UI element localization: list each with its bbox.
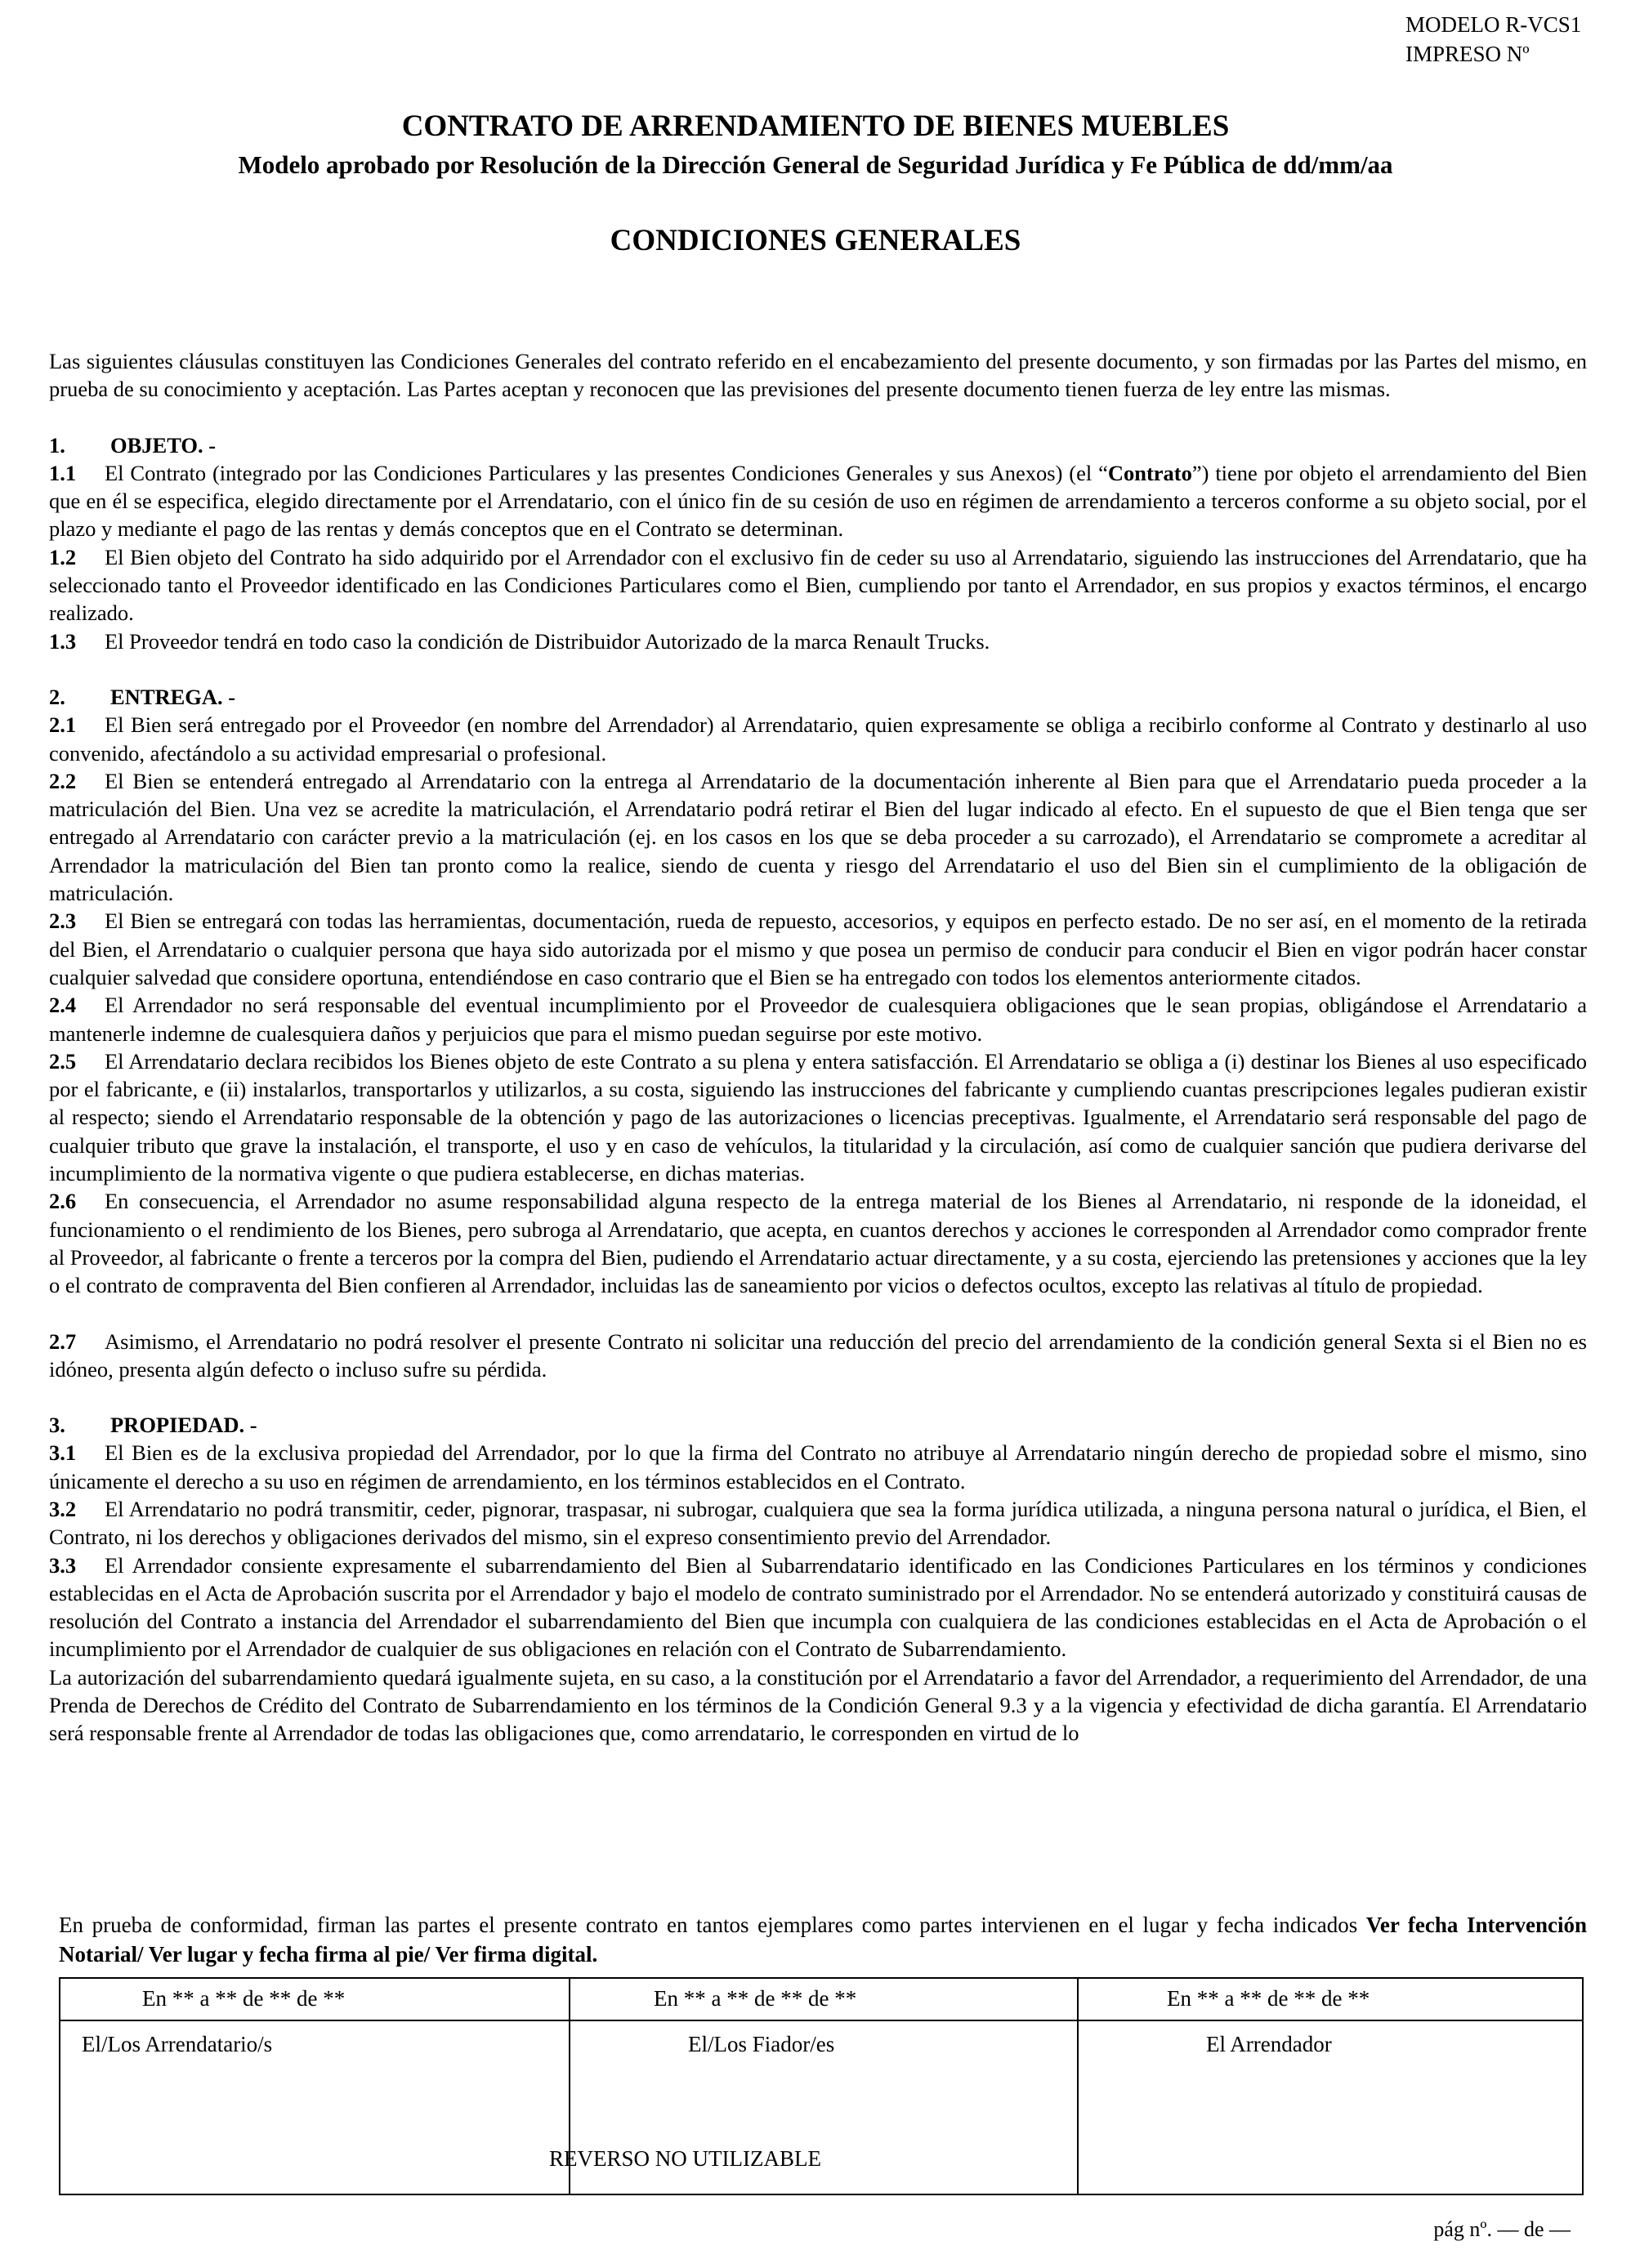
- clause-1-1: 1.1 El Contrato (integrado por las Condiciones Particulares y las presentes Condiciones Generales y sus Anexos) (el “Contrato”) tiene por objeto el arrendamiento del Bien que en él se especifica, elegido directamente por el Arrendatario, con el único fin de su cesión de uso en régimen de arrendamiento a terceros conforme a su objeto social, por el plazo y mediante el pago de las rentas y demás conceptos que en el Contrato se determinan.: [49, 460, 1588, 542]
- clause-2-6: 2.6 En consecuencia, el Arrendador no asume responsabilidad alguna respecto de la entrega material de los Bienes al Arrendatario, ni responde de la idoneidad, el funcionamiento o el rendimiento de los Bienes, pero subroga al Arrendatario, que acepta, en cuantos derechos y acciones le corresponden al Arrendador como comprador frente al Proveedor, al fabricante o frente a terceros por la compra del Bien, pudiendo el Arrendatario actuar directamente, y a su costa, ejerciendo las pretensiones y acciones que la ley o el contrato de compraventa del Bien confieren al Arrendador, incluidas las de saneamiento por vicios o defectos ocultos, excepto las relativas al título de propiedad.: [49, 1189, 1587, 1298]
- clause-2-2: 2.2 El Bien se entenderá entregado al Arrendatario con la entrega al Arrendatario de la documentación inherente al Bien para que el Arrendatario pueda proceder a la matriculación del Bien. Una vez se acredite la matriculación, el Arrendatario podrá retirar el Bien del lugar indicado al efecto. En el supuesto de que el Bien tenga que ser entregado al Arrendatario con carácter previo a la matriculación (ej. en los casos en los que se deba proceder a su carrozado), el Arrendatario se compromete a acreditar al Arrendador la matriculación del Bien tan pronto como la realice, siendo de cuenta y riesgo del Arrendatario el uso del Bien sin el cumplimiento de la obligación de matriculación.: [49, 768, 1587, 906]
- clause-2-4: 2.4 El Arrendador no será responsable del eventual incumplimiento por el Proveedor de cualesquiera obligaciones que le sean propias, obligándose el Arrendatario a mantenerle indemne de cualesquiera daños y perjuicios que para el mismo puedan seguirse por este motivo.: [49, 993, 1587, 1046]
- conformity-bold-note: Ver fecha Intervención Notarial/ Ver lugar y fecha firma al pie/ Ver firma digital.: [59, 1913, 1587, 1967]
- clause-number: 2.: [49, 684, 65, 709]
- section-title: CONDICIONES GENERALES: [610, 224, 1021, 257]
- signature-date-2: En ** a ** de ** de **: [654, 1986, 857, 2011]
- document-subtitle: Modelo aprobado por Resolución de la Dirección General de Seguridad Jurídica y Fe Pública de dd/mm/aa: [238, 150, 1393, 179]
- clause-number: 3.: [49, 1413, 65, 1438]
- document-title: CONTRATO DE ARRENDAMIENTO DE BIENES MUEBLES: [401, 109, 1230, 143]
- clause-1-3: 1.3 El Proveedor tendrá en todo caso la condición de Distribuidor Autorizado de la marca Renault Trucks.: [49, 628, 990, 654]
- clause-3-3: 3.3 El Arrendador consiente expresamente el subarrendamiento del Bien al Subarrendatario identificado en las Condiciones Particulares en los términos y condiciones establecidas en el Acta de Aprobación suscrita por el Arrendador y bajo el modelo de contrato suministrado por el Arrendador. No se entenderá autorizado y constituirá causas de resolución del Contrato a instancia del Arrendador el subarrendamiento del Bien que incumpla con cualquiera de las condiciones establecidas en el Acta de Aprobación o el incumplimiento por el Arrendador de cualquier de sus obligaciones en relación con el Contrato de Subarrendamiento.: [49, 1552, 1587, 1662]
- signature-date-3: En ** a ** de ** de **: [1167, 1986, 1370, 2011]
- page-number: pág nº. — de —: [1433, 2217, 1571, 2241]
- clause-title: OBJETO. -: [110, 432, 217, 458]
- clause-2-1: 2.1 El Bien será entregado por el Proveedor (en nombre del Arrendador) al Arrendatario, quien expresamente se obliga a recibirlo conforme al Contrato y destinarlo al uso convenido, afectándolo a su actividad empresarial o profesional.: [49, 712, 1587, 766]
- reverse-not-usable-note: REVERSO NO UTILIZABLE: [549, 2146, 821, 2171]
- signature-date-row: [60, 1979, 1582, 2021]
- clause-3-1: 3.1 El Bien es de la exclusiva propiedad del Arrendador, por lo que la firma del Contrato no atribuye al Arrendatario ningún derecho de propiedad sobre el mismo, sino únicamente el derecho a su uso en régimen de arrendamiento, en los términos establecidos en el Contrato.: [49, 1440, 1587, 1493]
- clause-heading-propiedad: [49, 1411, 1587, 1439]
- model-reference: [1405, 10, 1581, 69]
- clause-title: ENTREGA. -: [110, 684, 236, 709]
- signature-label-lessee: El/Los Arrendatario/s: [82, 2032, 273, 2056]
- clause-heading-entrega: [49, 683, 1587, 711]
- signature-label-lessor: El Arrendador: [1206, 2032, 1332, 2056]
- clause-2-3: 2.3 El Bien se entregará con todas las herramientas, documentación, rueda de repuesto, accesorios, y equipos en perfecto estado. De no ser así, en el momento de la retirada del Bien, el Arrendatario o cualquier persona que haya sido autorizada por el mismo y que posea un permiso de conducir para conducir el Bien en vigor podrán hacer constar cualquier salvedad que considere oportuna, entendiéndose en caso contrario que el Bien se ha entregado con todos los elementos anteriormente citados.: [49, 909, 1587, 989]
- clause-2-7: 2.7 Asimismo, el Arrendatario no podrá resolver el presente Contrato ni solicitar una reducción del precio del arrendamiento de la condición general Sexta si el Bien no es idóneo, presenta algún defecto o incluso sufre su pérdida.: [49, 1328, 1587, 1382]
- clause-title: PROPIEDAD. -: [110, 1413, 257, 1438]
- clause-2-5: 2.5 El Arrendatario declara recibidos los Bienes objeto de este Contrato a su plena y entera satisfacción. El Arrendatario se obliga a (i) destinar los Bienes al uso especificado por el fabricante, e (ii) instalarlos, transportarlos y utilizarlos, a su costa, siguiendo las instrucciones del fabricante y cumpliendo cuantas prescripciones legales pudieran existir al respecto; siendo el Arrendatario responsable de la obtención y pago de las autorizaciones o licencias preceptivas. Igualmente, el Arrendatario será responsable del pago de cualquier tributo que grave la instalación, el transporte, el uso y en caso de vehículos, la titularidad y la circulación, así como de cualquier sanción que pudiera derivarse del incumplimiento de la normativa vigente o que pudiera establecerse, en dichas materias.: [49, 1048, 1587, 1186]
- clause-heading-objeto: [49, 431, 1587, 459]
- clause-3-2: 3.2 El Arrendatario no podrá transmitir, ceder, pignorar, traspasar, ni subrogar, cualquiera que sea la forma jurídica utilizada, a ninguna persona natural o jurídica, el Bien, el Contrato, ni los derechos y obligaciones derivados del mismo, sin el expreso consentimiento previo del Arrendador.: [49, 1496, 1587, 1550]
- model-code: MODELO R-VCS1: [1405, 12, 1582, 37]
- clause-1-2: 1.2 El Bien objeto del Contrato ha sido adquirido por el Arrendador con el exclusivo fin de ceder su uso al Arrendatario, siguiendo las instrucciones del Arrendatario, que ha seleccionado tanto el Proveedor identificado en las Condiciones Particulares como el Bien, cumpliendo por tanto el Arrendador, en sus propios y exactos términos, el encargo realizado.: [49, 544, 1587, 626]
- signature-table: [59, 1977, 1584, 2195]
- general-conditions-body: [49, 347, 1587, 1748]
- print-number: IMPRESO Nº: [1405, 42, 1530, 66]
- conformity-statement: En prueba de conformidad, firman las partes el presente contrato en tantos ejemplares como partes intervienen en el lugar y fecha indicados Ver fecha Intervención Notarial/ Ver lugar y fecha firma al pie/ Ver firma digital.: [59, 1913, 1587, 1967]
- signature-date-1: En ** a ** de ** de **: [142, 1986, 346, 2011]
- signature-label-guarantor: El/Los Fiador/es: [688, 2032, 835, 2056]
- intro-paragraph: Las siguientes cláusulas constituyen las Condiciones Generales del contrato referido en el encabezamiento del presente documento, y son firmadas por las Partes del mismo, en prueba de su conocimiento y aceptación. Las Partes aceptan y reconocen que las previsiones del presente documento tienen fuerza de ley entre las mismas.: [49, 349, 1587, 402]
- clause-number: 1.: [49, 432, 65, 458]
- column-divider: [1077, 1979, 1079, 2194]
- clause-3-3-continuation: La autorización del subarrendamiento quedará igualmente sujeta, en su caso, a la constitución por el Arrendatario a favor del Arrendador, a requerimiento del Arrendador, de una Prenda de Derechos de Crédito del Contrato de Subarrendamiento en los términos de la Condición General 9.3 y a la vigencia y efectividad de dicha garantía. El Arrendatario será responsable frente al Arrendador de todas las obligaciones que, como arrendatario, le corresponden en virtud de lo: [49, 1664, 1587, 1746]
